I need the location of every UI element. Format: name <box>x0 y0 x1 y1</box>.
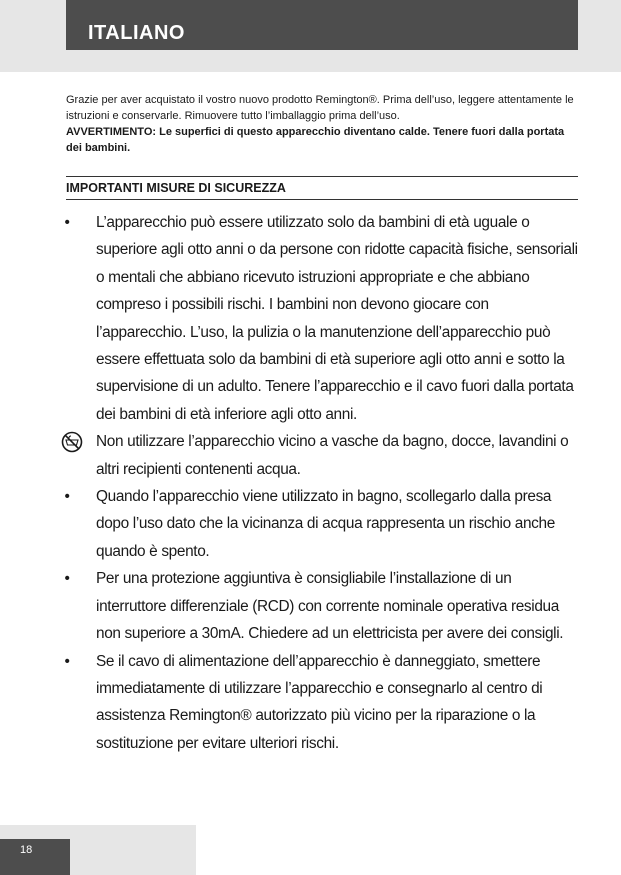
section-title: IMPORTANTI MISURE DI SICUREZZA <box>66 176 578 200</box>
safety-item-text: Non utilizzare l’apparecchio vicino a vasche da bagno, docce, lavandini o altri recipienti contenenti acqua. <box>96 433 569 478</box>
safety-item-text: L’apparecchio può essere utilizzato solo da bambini di età uguale o superiore agli otto anni o da persone con ridotte capacità fisiche, sensoriali o mentali che abbiano ricevuto istruzioni appropriate e che abbiano compreso i possibili rischi. I bambini non devono giocare con l’apparecchio. L’uso, la pulizia o la manutenzione dell’apparecchio può essere effettuata solo da bambini di età superiore agli otto anni e sotto la supervisione di un adulto. Tenere l’apparecchio e il cavo fuori dalla portata dei bambini di età inferiore agli otto anni. <box>96 214 578 423</box>
safety-item <box>62 483 580 565</box>
safety-list <box>62 209 580 757</box>
safety-item-text: Se il cavo di alimentazione dell’apparecchio è danneggiato, smettere immediatamente di utilizzare l’apparecchio e consegnarlo al centro di assistenza Remington® autorizzato più vicino per la riparazione o la sostituzione per evitare ulteriori rischi. <box>96 652 543 752</box>
safety-item-text: Quando l’apparecchio viene utilizzato in bagno, scollegarlo dalla presa dopo l’uso dato che la vicinanza di acqua rappresenta un rischio anche quando è spento. <box>96 488 555 560</box>
intro-text: Grazie per aver acquistato il vostro nuovo prodotto Remington®. Prima dell’uso, leggere attentamente le istruzioni e conservarle. Rimuovere tutto l’imballaggio prima dell’uso. <box>66 94 574 122</box>
safety-item <box>62 428 580 483</box>
safety-item <box>62 209 580 428</box>
intro-warning: AVVERTIMENTO: Le superfici di questo apparecchio diventano calde. Tenere fuori dalla portata dei bambini. <box>66 126 565 154</box>
intro-block <box>66 92 578 156</box>
safety-item-text: Per una protezione aggiuntiva è consigliabile l’installazione di un interruttore differenziale (RCD) con corrente nominale operativa residua non superiore a 30mA. Chiedere ad un elettricista per avere dei consigli. <box>96 570 564 643</box>
bullet: • <box>64 214 70 231</box>
safety-item <box>62 565 580 647</box>
safety-item <box>62 648 580 758</box>
language-header: ITALIANO <box>66 0 578 50</box>
no-water-icon <box>60 431 84 453</box>
page-number: 18 <box>0 839 70 875</box>
bullet: • <box>64 488 70 506</box>
bullet: • <box>64 652 70 670</box>
bullet: • <box>64 570 70 588</box>
